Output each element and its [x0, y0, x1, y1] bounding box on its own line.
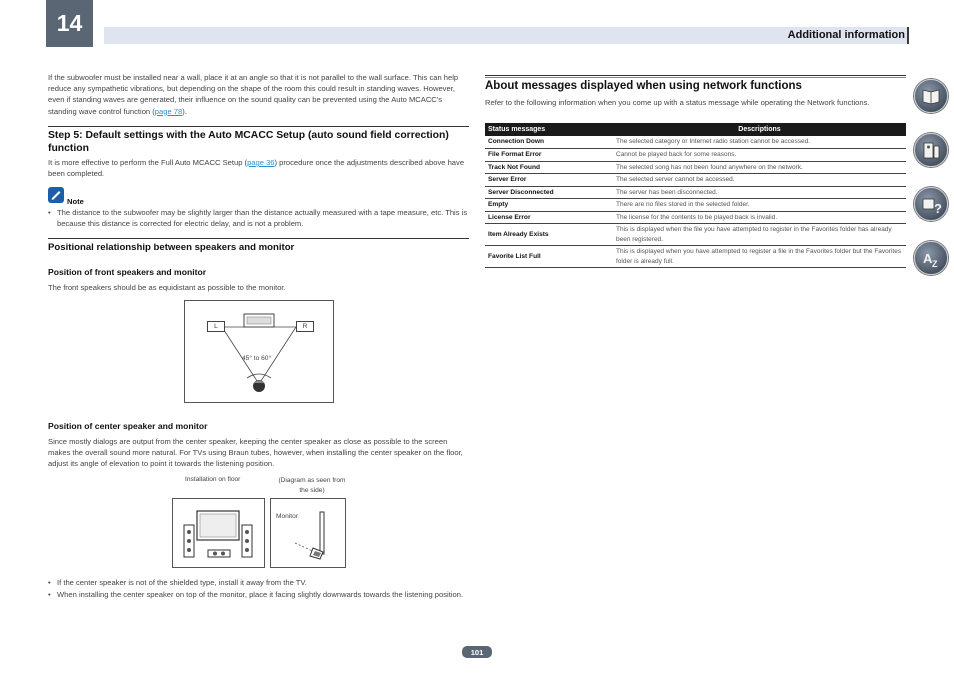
side-view-diagram: [270, 498, 346, 568]
bullet-item: • When installing the center speaker on top of the monitor, place it facing slightly downwards towards the listening position.: [48, 589, 468, 600]
table-row: [485, 224, 906, 246]
status-cell: Server Error: [485, 174, 613, 187]
right-speaker-label: R: [296, 321, 314, 332]
intro-paragraph: If the subwoofer must be installed near a wall, place it at an angle so that it is not parallel to the wall surface. This can help reduce any sympathetic vibrations, but depending on the shape of the room this could result in standing waves. However, even if standing waves are generated, their influence on the sound quality can be prevented using the Auto MCACC's standing wave control function (page 78).: [48, 73, 459, 116]
svg-text:?: ?: [934, 201, 942, 216]
index-icon[interactable]: [914, 241, 948, 275]
side-view-label: (Diagram as seen from the side): [278, 477, 346, 494]
status-cell: Connection Down: [485, 136, 613, 149]
page-link-36[interactable]: page 36: [247, 158, 275, 167]
floor-install-diagram: [172, 498, 265, 568]
floor-install-label: Installation on floor: [185, 476, 241, 483]
angle-label: 45° to 60°: [242, 355, 272, 362]
status-cell: Favorite List Full: [485, 246, 613, 268]
table-row: [485, 136, 906, 149]
status-cell: License Error: [485, 211, 613, 224]
speaker-question-icon[interactable]: [914, 187, 948, 221]
page-number: 101: [462, 646, 492, 658]
status-cell: Server Disconnected: [485, 186, 613, 199]
table-row: [485, 246, 906, 268]
network-intro: Refer to the following information when you come up with a status message while operating the Network functions.: [485, 98, 870, 107]
table-row: [485, 161, 906, 174]
description-cell: The selected server cannot be accessed.: [613, 174, 906, 187]
monitor-label: Monitor: [276, 513, 298, 520]
table-row: [485, 211, 906, 224]
positional-heading: Positional relationship between speakers and monitor: [48, 242, 295, 253]
table-header: Descriptions: [613, 123, 906, 136]
section-rule: [485, 75, 906, 76]
status-cell: Item Already Exists: [485, 224, 613, 246]
chapter-tab: 14: [46, 0, 93, 47]
description-cell: The server has been disconnected.: [613, 186, 906, 199]
section-rule: [48, 126, 469, 127]
section-rule-thin: [485, 77, 906, 79]
bullet-item: • If the center speaker is not of the shielded type, install it away from the TV.: [48, 577, 468, 588]
page-link-78[interactable]: page 78: [154, 106, 183, 116]
left-speaker-label: L: [207, 321, 225, 332]
description-cell: There are no files stored in the selected folder.: [613, 199, 906, 212]
description-cell: The selected song has not been found anywhere on the network.: [613, 161, 906, 174]
table-header-row: [485, 123, 906, 136]
table-row: [485, 149, 906, 162]
table-row: [485, 174, 906, 187]
center-heading: Position of center speaker and monitor: [48, 421, 208, 431]
note-icon: [48, 187, 64, 203]
front-speaker-diagram: [184, 300, 334, 403]
section-rule: [48, 238, 469, 239]
status-cell: Empty: [485, 199, 613, 212]
status-cell: File Format Error: [485, 149, 613, 162]
step5-paragraph: It is more effective to perform the Full Auto MCACC Setup (page 36) procedure once the adjustments described above have been completed.: [48, 158, 465, 179]
description-cell: The license for the contents to be played back is invalid.: [613, 211, 906, 224]
book-icon[interactable]: [914, 79, 948, 113]
description-cell: The selected category or Internet radio station cannot be accessed.: [613, 136, 906, 149]
remote-icon[interactable]: [914, 133, 948, 167]
description-cell: This is displayed when you have attempted to register a file in the Favorites folder but the Favorites folder is already full.: [613, 246, 906, 268]
description-cell: This is displayed when the file you have attempted to register in the Favorites folder has already been registered.: [613, 224, 906, 246]
table-header: Status messages: [485, 123, 613, 136]
front-heading: Position of front speakers and monitor: [48, 267, 207, 277]
network-messages-heading: About messages displayed when using network functions: [485, 80, 802, 92]
front-paragraph: The front speakers should be as equidistant as possible to the monitor.: [48, 283, 286, 292]
center-paragraph: Since mostly dialogs are output from the center speaker, keeping the center speaker as close as possible to the screen makes the overall sound more natural. For TVs using Braun tubes, however, when installing the center speaker on the floor, adjust its angle of elevation to point it towards the listening position.: [48, 437, 463, 469]
status-messages-table: [485, 123, 906, 268]
note-label: Note: [67, 197, 84, 206]
note-bullet: • The distance to the subwoofer may be slightly larger than the distance actually measured with a tape measure, etc. This is because this distance is corrected for electric delay, and is not a problem.: [48, 207, 468, 229]
svg-text:Z: Z: [932, 259, 938, 269]
description-cell: Cannot be played back for some reasons.: [613, 149, 906, 162]
header-title: Additional information: [787, 29, 905, 41]
svg-text:A: A: [923, 251, 933, 266]
status-cell: Track Not Found: [485, 161, 613, 174]
table-row: [485, 199, 906, 212]
step5-heading: Step 5: Default settings with the Auto MCACC Setup (auto sound field correction) function: [48, 130, 449, 154]
table-row: [485, 186, 906, 199]
